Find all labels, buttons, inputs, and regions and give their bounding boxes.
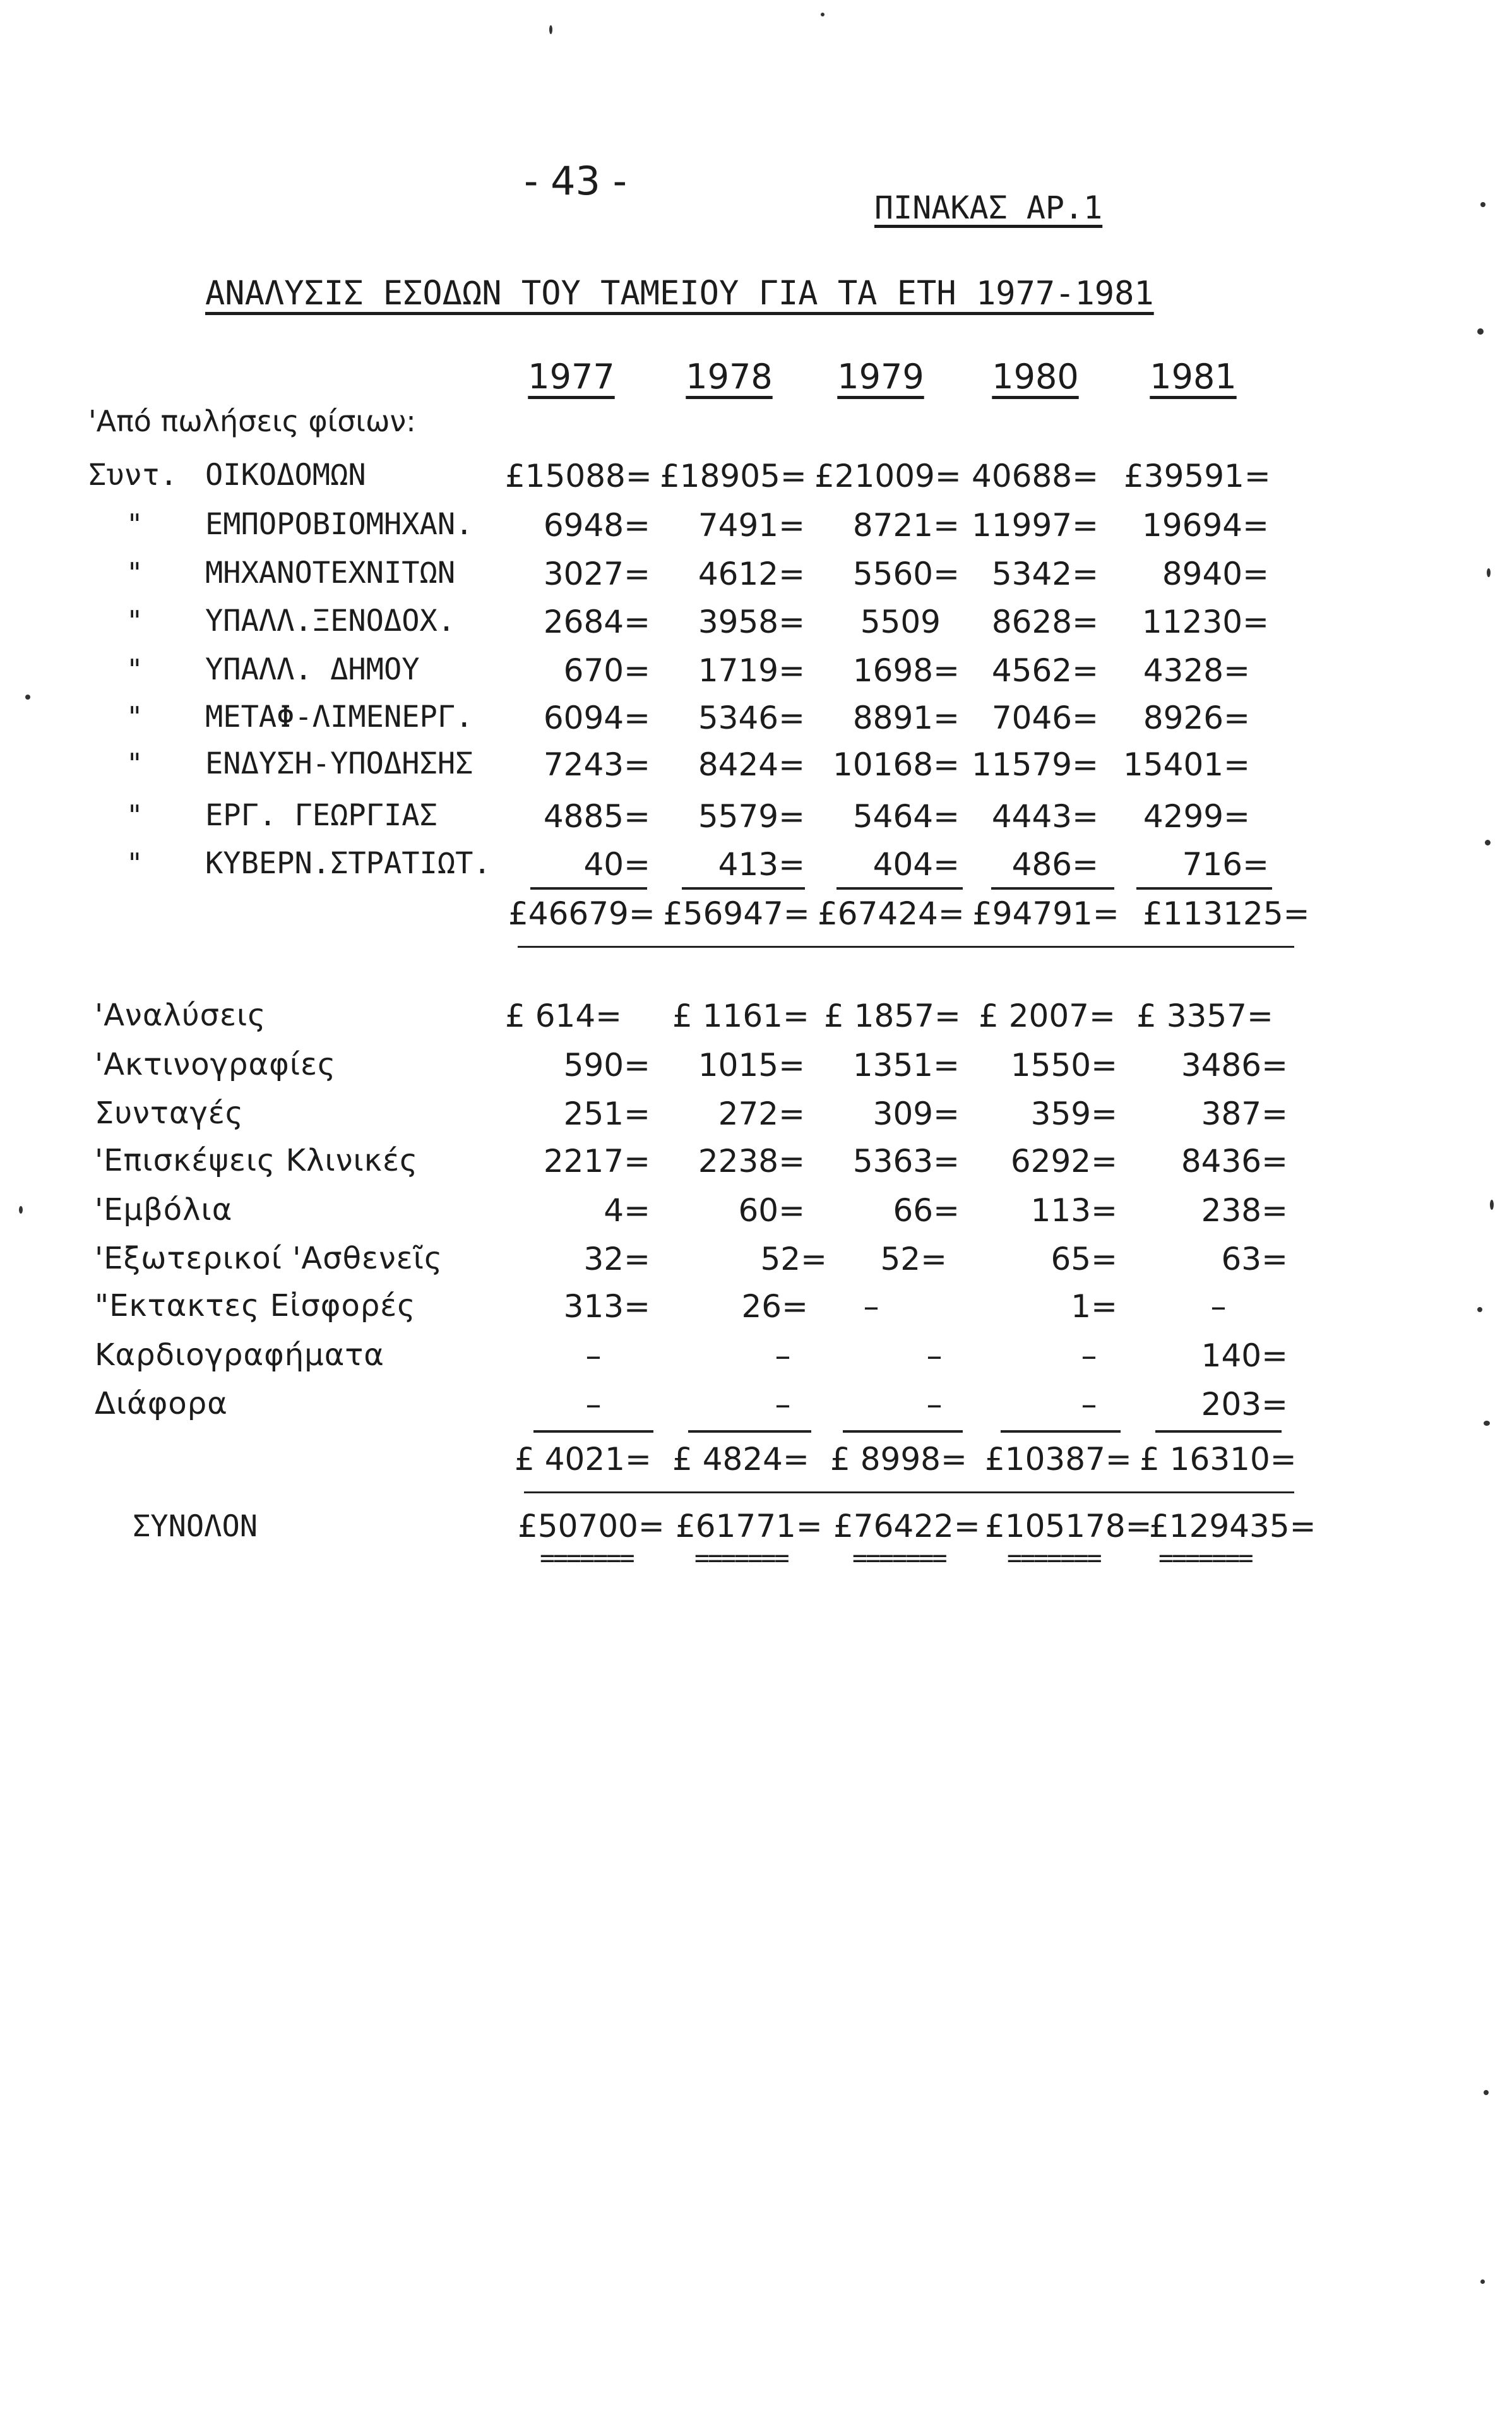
cell-value: 52= [760, 1241, 827, 1277]
sum-rule [530, 887, 647, 890]
ditto-mark: " [126, 605, 143, 637]
grand-total-value: £76422= [833, 1508, 980, 1544]
cell-value: 6948= [543, 507, 650, 544]
cell-value: 10168= [833, 746, 960, 783]
sum-rule [688, 1430, 811, 1433]
cell-value: 670= [563, 652, 650, 689]
row-label: Καρδιογραφήματα [95, 1337, 384, 1373]
subtotal-value: £ 8998= [830, 1441, 967, 1478]
cell-value: £ 3357= [1136, 998, 1273, 1034]
subtotal-value: £10387= [985, 1441, 1132, 1478]
cell-value: 7243= [543, 746, 650, 783]
cell-value: £ 1857= [824, 998, 961, 1034]
cell-value: 11230= [1142, 604, 1269, 640]
year-header-1981: 1981 [1150, 357, 1237, 397]
cell-value: – [775, 1386, 791, 1423]
grand-total-value: £50700= [518, 1508, 665, 1544]
cell-value: 11579= [972, 746, 1098, 783]
cell-value: 5342= [991, 556, 1098, 592]
row-label: ΚΥΒΕΡΝ.ΣΤΡΑΤΙΩΤ. [205, 846, 491, 881]
ditto-mark: " [126, 748, 143, 780]
subtotal-value: £56947= [663, 895, 810, 932]
cell-value: 272= [718, 1096, 805, 1132]
row-label: ΟΙΚΟΔΟΜΩΝ [205, 458, 366, 493]
cell-value: 6292= [1010, 1143, 1117, 1180]
cell-value: 5509 [860, 604, 941, 640]
cell-value: 1015= [698, 1047, 805, 1084]
cell-value: 203= [1201, 1386, 1288, 1423]
double-rule: ======= [694, 1544, 788, 1573]
cell-value: £15088= [505, 458, 652, 494]
cell-value: 2217= [543, 1143, 650, 1180]
cell-value: 387= [1201, 1096, 1288, 1132]
ditto-mark: " [126, 557, 143, 589]
row-label: 'Επισκέψεις Κλινικές [95, 1143, 419, 1178]
cell-value: £ 614= [505, 998, 622, 1034]
sum-rule [836, 887, 963, 890]
row-label: ΥΠΑΛΛ.ΞΕΝΟΔΟΧ. [205, 604, 456, 638]
cell-value: 1= [1071, 1288, 1117, 1325]
row-label: ΕΜΠΟΡΟΒΙΟΜΗΧΑΝ. [205, 507, 473, 542]
cell-value: 65= [1051, 1241, 1117, 1277]
row-label: Διάφορα [95, 1386, 228, 1421]
subtotal-value: £ 4021= [515, 1441, 652, 1478]
cell-value: 590= [563, 1047, 650, 1084]
cell-value: 486= [1011, 846, 1098, 883]
cell-value: 2238= [698, 1143, 805, 1180]
cell-value: £ 2007= [979, 998, 1116, 1034]
subtotal-value: £67424= [818, 895, 965, 932]
row-label: ΜΕΤΑΦ-ΛΙΜΕΝΕΡΓ. [205, 700, 473, 734]
cell-value: 716= [1182, 846, 1269, 883]
cell-value: £21009= [814, 458, 961, 494]
cell-value: 5363= [852, 1143, 960, 1180]
row-label: 'Ακτινογραφίες [95, 1047, 336, 1082]
cell-value: 1698= [852, 652, 960, 689]
cell-value: 63= [1221, 1241, 1288, 1277]
year-header-1980: 1980 [992, 357, 1079, 397]
page-number: - 43 - [524, 158, 628, 204]
sum-rule [533, 1430, 653, 1433]
cell-value: 19694= [1142, 507, 1269, 544]
row-label: ΥΠΑΛΛ. ΔΗΜΟΥ [205, 652, 420, 687]
cell-value: 52= [880, 1241, 947, 1277]
cell-value: 26= [741, 1288, 808, 1325]
double-rule: ======= [852, 1544, 946, 1573]
subtotal-value: £94791= [972, 895, 1119, 932]
sum-rule [1136, 887, 1272, 890]
sum-rule [1001, 1430, 1121, 1433]
cell-value: 8926= [1143, 700, 1250, 736]
cell-value: 8628= [991, 604, 1098, 640]
cell-value: 7046= [991, 700, 1098, 736]
document-title: ΑΝΑΛΥΣΙΣ ΕΣΟΔΩΝ ΤΟΥ ΤΑΜΕΙΟΥ ΓΙΑ ΤΑ ΕΤΗ 1977-1981 [205, 275, 1154, 313]
cell-value: 309= [872, 1096, 960, 1132]
cell-value: 5346= [698, 700, 805, 736]
year-header-1977: 1977 [528, 357, 615, 397]
subtotal-underline [524, 1491, 1294, 1493]
double-rule: ======= [1158, 1544, 1252, 1573]
cell-value: – [1081, 1337, 1097, 1374]
sum-rule [991, 887, 1114, 890]
row-label: ΜΗΧΑΝΟΤΕΧΝΙΤΩΝ [205, 556, 456, 590]
cell-value: 140= [1201, 1337, 1288, 1374]
cell-value: 40= [583, 846, 650, 883]
cell-value: 3486= [1181, 1047, 1288, 1084]
cell-value: 404= [872, 846, 960, 883]
cell-value: 11997= [972, 507, 1098, 544]
ditto-mark: " [126, 847, 143, 880]
double-rule: ======= [1007, 1544, 1100, 1573]
cell-value: 7491= [698, 507, 805, 544]
cell-value: – [775, 1337, 791, 1374]
subtotal-value: £ 4824= [672, 1441, 809, 1478]
ditto-mark: " [126, 654, 143, 686]
cell-value: 4612= [698, 556, 805, 592]
cell-value: £ 1161= [672, 998, 809, 1034]
cell-value: 60= [738, 1192, 805, 1229]
subtotal-underline [518, 946, 1294, 948]
cell-value: 5464= [852, 798, 960, 835]
row-label: 'Εξωτερικοί 'Ασθενεῖς [95, 1241, 443, 1276]
sum-rule [682, 887, 805, 890]
cell-value: – [1210, 1288, 1227, 1325]
cell-value: 8721= [852, 507, 960, 544]
subtotal-value: £113125= [1143, 895, 1310, 932]
row-label: ΕΡΓ. ΓΕΩΡΓΙΑΣ [205, 798, 438, 833]
cell-value: – [926, 1337, 943, 1374]
row-label: "Εκτακτες Εἰσφορές [95, 1288, 416, 1323]
row-label: 'Αναλύσεις [95, 998, 266, 1033]
ditto-mark: " [126, 508, 143, 541]
cell-value: 15401= [1123, 746, 1250, 783]
cell-value: 8436= [1181, 1143, 1288, 1180]
year-header-1978: 1978 [686, 357, 773, 397]
cell-value: 4885= [543, 798, 650, 835]
double-rule: ======= [540, 1544, 633, 1573]
cell-value: 66= [893, 1192, 960, 1229]
cell-value: 113= [1030, 1192, 1117, 1229]
grand-total-value: £129435= [1149, 1508, 1316, 1544]
ditto-mark: " [126, 799, 143, 832]
sum-rule [1155, 1430, 1282, 1433]
cell-value: – [1081, 1386, 1097, 1423]
cell-value: 3027= [543, 556, 650, 592]
cell-value: 4299= [1143, 798, 1250, 835]
subtotal-value: £ 16310= [1140, 1441, 1297, 1478]
cell-value: 32= [583, 1241, 650, 1277]
cell-value: 4328= [1143, 652, 1250, 689]
cell-value: – [863, 1288, 879, 1325]
cell-value: 3958= [698, 604, 805, 640]
grand-total-label: ΣΥΝΟΛΟΝ [133, 1509, 258, 1544]
cell-value: 5579= [698, 798, 805, 835]
cell-value: 8891= [852, 700, 960, 736]
cell-value: 8940= [1162, 556, 1269, 592]
row-prefix: Συντ. [88, 458, 178, 493]
cell-value: 6094= [543, 700, 650, 736]
ditto-mark: " [126, 701, 143, 733]
cell-value: 8424= [698, 746, 805, 783]
cell-value: 4562= [991, 652, 1098, 689]
cell-value: 313= [563, 1288, 650, 1325]
cell-value: – [585, 1386, 602, 1423]
subtotal-value: £46679= [508, 895, 655, 932]
cell-value: 4443= [991, 798, 1098, 835]
cell-value: 5560= [852, 556, 960, 592]
table-number: ΠΙΝΑΚΑΣ ΑΡ.1 [874, 189, 1103, 226]
cell-value: 1351= [852, 1047, 960, 1084]
grand-total-value: £61771= [676, 1508, 823, 1544]
row-label: Συνταγές [95, 1096, 244, 1131]
cell-value: – [585, 1337, 602, 1374]
cell-value: 4= [604, 1192, 650, 1229]
grand-total-value: £105178= [985, 1508, 1152, 1544]
section-heading-sales: 'Από πωλήσεις φίσιων: [88, 404, 416, 438]
row-label: 'Εμβόλια [95, 1192, 233, 1227]
cell-value: 238= [1201, 1192, 1288, 1229]
cell-value: 359= [1030, 1096, 1117, 1132]
sum-rule [843, 1430, 963, 1433]
cell-value: 1719= [698, 652, 805, 689]
cell-value: 40688= [972, 458, 1098, 494]
cell-value: £18905= [660, 458, 807, 494]
year-header-1979: 1979 [837, 357, 924, 397]
cell-value: £39591= [1124, 458, 1271, 494]
row-label: ΕΝΔΥΣΗ-ΥΠΟΔΗΣΗΣ [205, 746, 473, 781]
cell-value: 2684= [543, 604, 650, 640]
cell-value: 413= [718, 846, 805, 883]
cell-value: – [926, 1386, 943, 1423]
cell-value: 1550= [1010, 1047, 1117, 1084]
cell-value: 251= [563, 1096, 650, 1132]
